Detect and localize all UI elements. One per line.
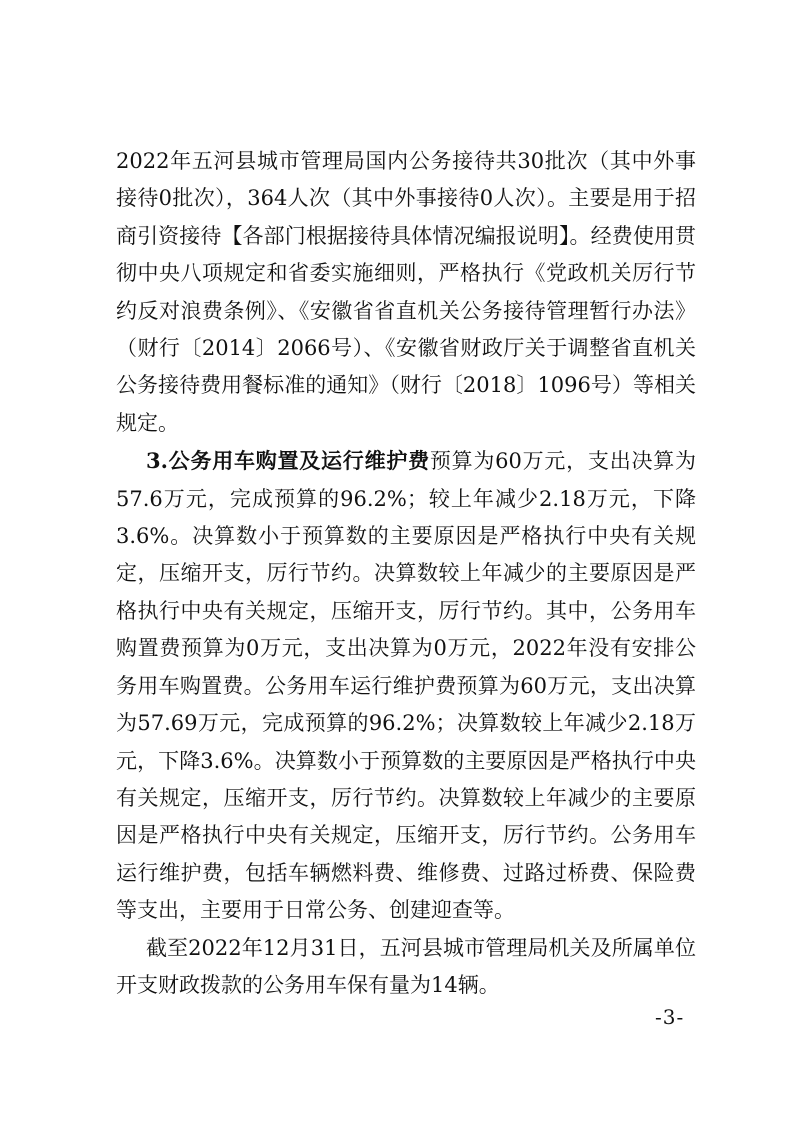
page-number: -3- [655,1005,685,1029]
paragraph-reception-expenses: 2022年五河县城市管理局国内公务接待共30批次（其中外事接待0批次），364人次（其中外事接待0人次）。主要是用于招商引资接待【各部门根据接待具体情况编报说明】。经费使用贯彻中央八项规定和省委实施细则，严格执行《党政机关厉行节约反对浪费条例》、《安徽省省直机关公务接待管理暂行办法》（财行〔2014〕2066号）、《安徽省财政厅关于调整省直机关公务接待费用餐标准的通知》（财行〔2018〕1096号）等相关规定。 [116,149,696,435]
paragraph-vehicle-expenses [116,442,696,929]
section-heading-vehicle: 3.公务用车购置及运行维护费 [146,448,430,474]
paragraph-vehicle-count: 截至2022年12月31日，五河县城市管理局机关及所属单位开支财政拨款的公务用车保有量为14辆。 [116,935,696,997]
document-body [116,143,696,1004]
paragraph-vehicle-body: 预算为60万元，支出决算为57.6万元，完成预算的96.2%；较上年减少2.18万元，下降3.6%。决算数小于预算数的主要原因是严格执行中央有关规定，压缩开支，厉行节约。决算数较上年减少的主要原因是严格执行中央有关规定，压缩开支，厉行节约。其中，公务用车购置费预算为0万元，支出决算为0万元，2022年没有安排公务用车购置费。公务用车运行维护费预算为60万元，支出决算为57.69万元，完成预算的96.2%；决算数较上年减少2.18万元，下降3.6%。决算数小于预算数的主要原因是严格执行中央有关规定，压缩开支，厉行节约。决算数较上年减少的主要原因是严格执行中央有关规定，压缩开支，厉行节约。公务用车运行维护费，包括车辆燃料费、维修费、过路过桥费、保险费等支出，主要用于日常公务、创建迎查等。 [116,449,696,923]
